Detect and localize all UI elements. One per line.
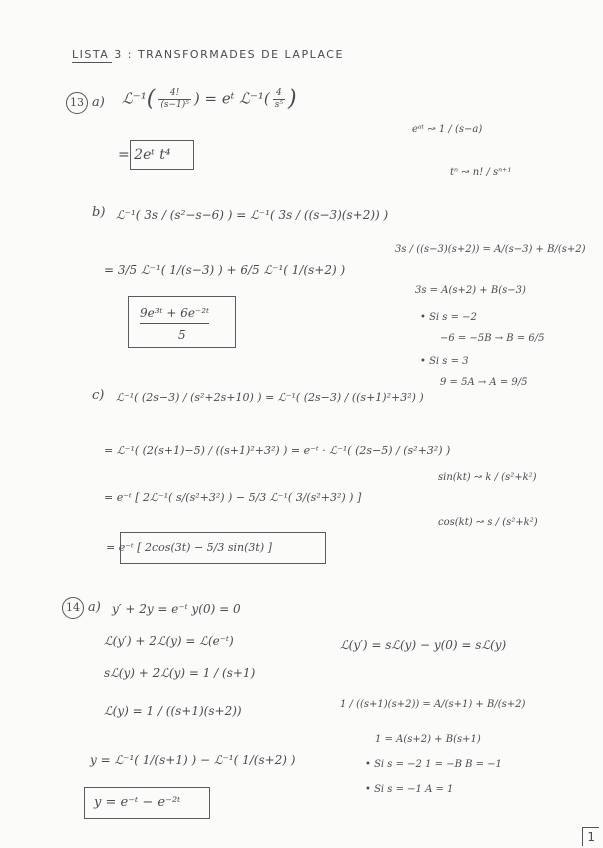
problem-14-step3: ℒ(y) = 1 / ((s+1)(s+2))	[104, 704, 242, 718]
problem-13c-line3: = e⁻ᵗ [ 2ℒ⁻¹( s/(s²+3²) ) − 5/3 ℒ⁻¹( 3/(s²+3²) ) ]	[104, 491, 362, 504]
problem-14-case1: • Si s = −2 1 = −B B = −1	[365, 759, 502, 770]
problem-13c-result: = e⁻ᵗ [ 2cos(3t) − 5/3 sin(3t) ]	[106, 541, 272, 554]
problem-14-partial-fractions: 1 / ((s+1)(s+2)) = A/(s+1) + B/(s+2)	[340, 699, 526, 710]
problem-14-case2: • Si s = −1 A = 1	[365, 784, 454, 795]
rule-power: tⁿ ↝ n! / sⁿ⁺¹	[450, 167, 512, 178]
problem-13b-line1: ℒ⁻¹( 3s / (s²−s−6) ) = ℒ⁻¹( 3s / ((s−3)(s+2)) )	[116, 208, 389, 222]
problem-14-partial-equation: 1 = A(s+2) + B(s+1)	[375, 734, 481, 745]
problem-14a-label: a)	[88, 600, 101, 615]
problem-13a-result-box	[130, 140, 194, 170]
problem-13-number: 13	[66, 92, 88, 114]
problem-13b-case1-solution: −6 = −5B → B = 6/5	[440, 333, 545, 344]
problem-13b-label: b)	[92, 205, 106, 220]
problem-13c-line1: ℒ⁻¹( (2s−3) / (s²+2s+10) ) = ℒ⁻¹( (2s−3) / ((s+1)²+3²) )	[116, 391, 424, 404]
problem-13b-case2: • Si s = 3	[420, 356, 469, 367]
problem-13c-label: c)	[92, 388, 105, 403]
problem-13a-line1: ℒ⁻¹( $\frac{4!}{\text{(s−1)⁵}}$ ) = eᵗ ℒ⁻¹( $\frac{4}{\text{s⁵}}$ )	[122, 86, 297, 112]
problem-13b-case2-solution: 9 = 5A → A = 9/5	[440, 377, 528, 388]
rule-cosine: cos(kt) ↝ s / (s²+k²)	[438, 517, 538, 528]
page-title: LISTA 3 : TRANSFORMADES DE LAPLACE	[72, 48, 344, 61]
problem-13b-line2: = 3/5 ℒ⁻¹( 1/(s−3) ) + 6/5 ℒ⁻¹( 1/(s+2) )	[104, 263, 346, 277]
page-number: 1	[582, 827, 599, 846]
problem-14-step1: ℒ(y′) + 2ℒ(y) = ℒ(e⁻ᵗ)	[104, 634, 234, 648]
problem-14-step2: sℒ(y) + 2ℒ(y) = 1 / (s+1)	[104, 666, 256, 680]
problem-13b-result-num: 9e³ᵗ + 6e⁻²ᵗ	[140, 305, 209, 324]
rule-exponential: eᵃᵗ ↝ 1 / (s−a)	[412, 124, 483, 135]
problem-14-step4: y = ℒ⁻¹( 1/(s+1) ) − ℒ⁻¹( 1/(s+2) )	[90, 753, 296, 767]
problem-14-equation: y′ + 2y = e⁻ᵗ y(0) = 0	[112, 602, 241, 616]
problem-14-result: y = e⁻ᵗ − e⁻²ᵗ	[94, 795, 181, 810]
rule-derivative: ℒ(y′) = sℒ(y) − y(0) = sℒ(y)	[340, 638, 507, 652]
problem-14-number: 14	[62, 597, 84, 619]
problem-13b-case1: • Si s = −2	[420, 312, 477, 323]
problem-13a-label: a)	[92, 95, 105, 110]
title-underline	[72, 62, 112, 63]
rule-sine: sin(kt) ↝ k / (s²+k²)	[438, 472, 537, 483]
problem-13b-partial-equation: 3s = A(s+2) + B(s−3)	[415, 285, 526, 296]
problem-13b-partial-fractions: 3s / ((s−3)(s+2)) = A/(s−3) + B/(s+2)	[395, 244, 586, 255]
problem-13c-line2: = ℒ⁻¹( (2(s+1)−5) / ((s+1)²+3²) ) = e⁻ᵗ · ℒ⁻¹( (2s−5) / (s²+3²) )	[104, 444, 451, 457]
problem-13a-result: = 2eᵗ t⁴	[118, 147, 171, 163]
problem-13b-result-den: 5	[178, 328, 186, 342]
